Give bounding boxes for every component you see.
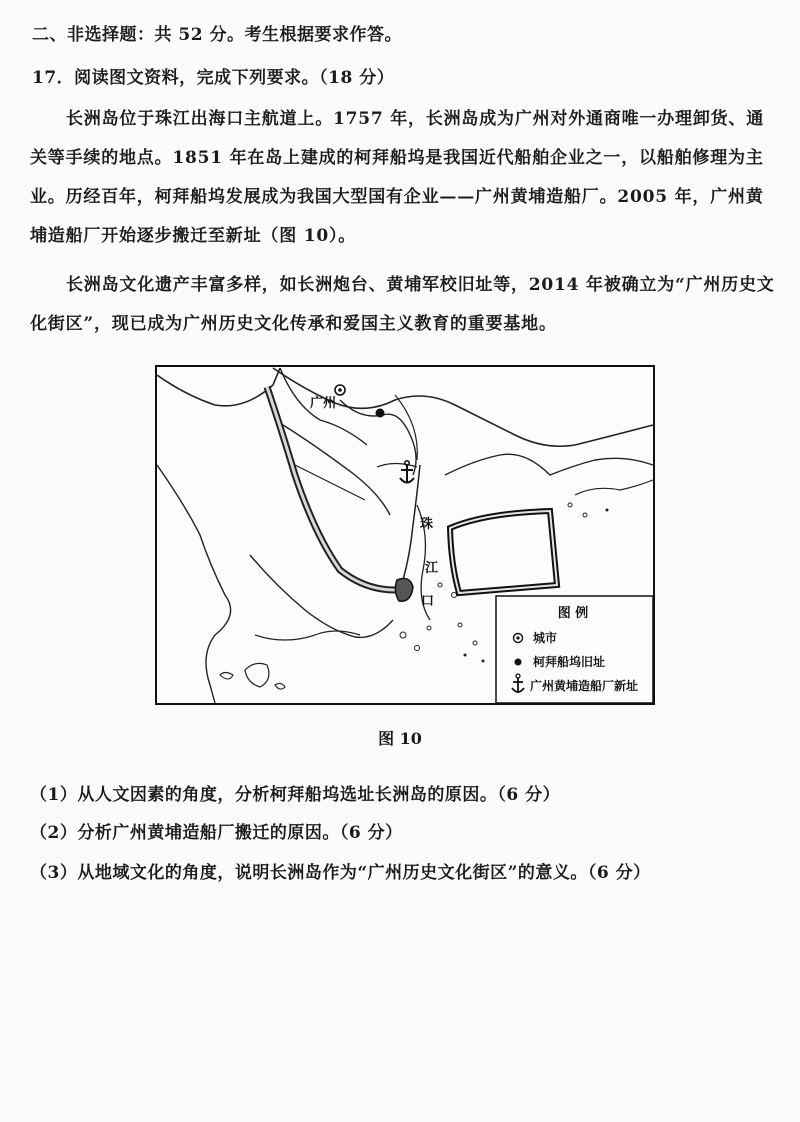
figure-caption: 图 10 bbox=[378, 729, 422, 748]
sub-question-2: （2）分析广州黄埔造船厂搬迁的原因。（6 分） bbox=[30, 823, 403, 843]
guangzhou-city-marker bbox=[335, 385, 345, 395]
legend-item-city: 城市 bbox=[533, 631, 558, 645]
legend-title: 图 例 bbox=[557, 606, 589, 621]
map-legend bbox=[496, 596, 653, 703]
map-label-city: 广州 bbox=[310, 396, 337, 411]
sub-question-1: （1）从人文因素的角度，分析柯拜船坞选址长洲岛的原因。（6 分） bbox=[30, 785, 561, 805]
section-heading: 二、非选择题：共 52 分。考生根据要求作答。 bbox=[32, 25, 402, 45]
culture-paragraph: 长洲岛文化遗产丰富多样，如长洲炮台、黄埔军校旧址等，2014 年被确立为“广州历史文化街区”，现已成为广州历史文化传承和爱国主义教育的重要基地。 bbox=[30, 275, 775, 334]
map-label-zhu: 珠 bbox=[420, 517, 434, 532]
couper-dock-old-site-marker bbox=[376, 409, 385, 418]
map-label-kou: 口 bbox=[421, 594, 435, 609]
figure-10-map bbox=[155, 365, 655, 705]
legend-dock-icon bbox=[515, 659, 522, 666]
legend-item-dock: 柯拜船坞旧址 bbox=[533, 655, 606, 669]
map-label-jiang: 江 bbox=[425, 561, 439, 576]
intro-paragraph: 长洲岛位于珠江出海口主航道上。1757 年，长洲岛成为广州对外通商唯一办理卸货、通关等手续的地点。1851 年在岛上建成的柯拜船坞是我国近代船舶企业之一，以船舶修理为主业。历经百年，柯拜船坞发展成为我国大型国有企业——广州黄埔造船厂。2005 年，广州黄埔造船厂开始逐步搬迁至新址（图 10）。 bbox=[30, 109, 765, 246]
question-header: 17．阅读图文资料，完成下列要求。（18 分） bbox=[32, 68, 395, 88]
sub-question-3: （3）从地域文化的角度，说明长洲岛作为“广州历史文化街区”的意义。（6 分） bbox=[30, 863, 651, 883]
legend-item-new-site: 广州黄埔造船厂新址 bbox=[530, 679, 639, 693]
